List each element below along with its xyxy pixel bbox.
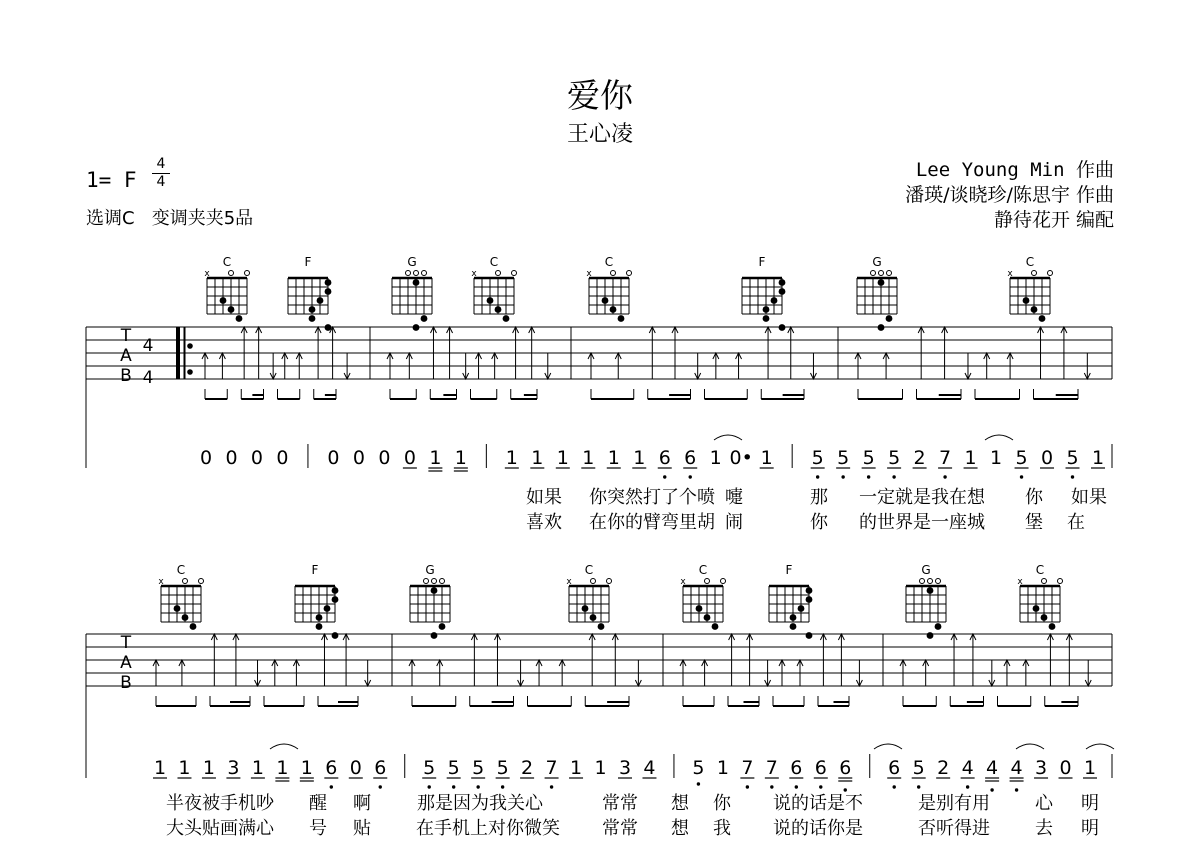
jianpu-note: 3 [1035, 757, 1048, 779]
chord-name: C [489, 255, 499, 269]
finger-dot [431, 587, 438, 594]
open-string-mark [199, 579, 204, 584]
finger-dot [712, 623, 719, 630]
strum-measure [409, 634, 641, 706]
chord-diagram-C [1017, 563, 1062, 630]
jianpu-note: 1 [964, 447, 977, 469]
finger-dot [309, 306, 316, 313]
open-string-mark [1058, 579, 1063, 584]
jianpu-note: 1 [990, 447, 1003, 469]
chord-diagram-G [410, 563, 450, 639]
jianpu-note: 5 [811, 447, 824, 469]
finger-dot [763, 306, 770, 313]
lyric-line-2: 在你的臂弯里胡 [589, 512, 715, 533]
open-string-mark [424, 579, 429, 584]
jianpu-note: 0 [1059, 757, 1072, 779]
lyric-line-2: 在 [1067, 512, 1085, 533]
jianpu-note: 1 [607, 447, 620, 469]
lyric-line-1: 啊 [353, 793, 371, 814]
jianpu-note: 1 [760, 447, 773, 469]
finger-dot [325, 324, 332, 331]
jianpu-note: 1 [582, 447, 595, 469]
open-string-mark [705, 579, 710, 584]
jianpu-note: 6 [325, 757, 338, 779]
finger-dot [618, 315, 625, 322]
muted-string-mark: x [566, 577, 572, 587]
jianpu-note: 1 [300, 757, 313, 779]
chord-name: G [921, 563, 931, 577]
jianpu-note: 1 [716, 757, 729, 779]
finger-dot [927, 632, 934, 639]
tab-clef-a: A [120, 346, 132, 366]
jianpu-note: 6 [684, 447, 697, 469]
tie-arc [270, 744, 298, 749]
open-string-mark [496, 271, 501, 276]
lyric-line-1: 那 [810, 487, 828, 508]
jianpu-note: 0 [349, 757, 362, 779]
finger-dot [439, 623, 446, 630]
jianpu-note: 3 [227, 757, 240, 779]
tie-arc [874, 744, 902, 749]
jianpu-note: 0 [1040, 447, 1054, 469]
finger-dot [790, 614, 797, 621]
finger-dot [1023, 297, 1030, 304]
finger-dot [487, 297, 494, 304]
jianpu-note: 6 [888, 757, 901, 779]
chord-name: C [584, 563, 594, 577]
lyric-line-1: 如果 [526, 487, 562, 508]
time-sig-bottom: 4 [156, 174, 166, 190]
jianpu-note: 0 [276, 447, 289, 469]
open-string-mark [414, 271, 419, 276]
lower-octave-dot [689, 475, 692, 478]
jianpu-note: 1 [505, 447, 518, 469]
jianpu-note: 7 [545, 757, 558, 779]
jianpu-note: 7 [741, 757, 754, 779]
lyric-line-2: 的世界是一座城 [859, 512, 985, 533]
jianpu-note: 4 [643, 757, 656, 779]
jianpu-note: 1 [276, 757, 289, 779]
chord-diagram-F [742, 255, 785, 331]
open-string-mark [611, 271, 616, 276]
open-string-mark [607, 579, 612, 584]
chord-name: F [311, 563, 319, 577]
repeat-dot [187, 369, 193, 375]
muted-string-mark: x [158, 577, 164, 587]
finger-dot [228, 306, 235, 313]
strum-measure [900, 634, 1091, 706]
lyric-line-1: 一定就是我在想 [859, 487, 985, 508]
open-string-mark [920, 579, 925, 584]
open-string-mark [432, 579, 437, 584]
lyric-line-2: 号 [309, 818, 327, 839]
finger-dot [779, 279, 786, 286]
jianpu-note: 5 [692, 757, 705, 779]
finger-dot [413, 279, 420, 286]
open-string-mark [1048, 271, 1053, 276]
finger-dot [935, 623, 942, 630]
jianpu-note: 6 [814, 757, 827, 779]
jianpu-note: 4 [961, 757, 974, 779]
finger-dot [779, 324, 786, 331]
finger-dot [779, 288, 786, 295]
jianpu-note: 1 [202, 757, 215, 779]
chord-name: G [407, 255, 417, 269]
finger-dot [325, 288, 332, 295]
lyric-line-1: 嚏 [725, 487, 743, 508]
lower-octave-dot [841, 475, 844, 478]
chord-diagram-G [392, 255, 432, 331]
tab-system-2 [86, 633, 1112, 839]
open-string-mark [245, 271, 250, 276]
jianpu-note: 1 [178, 757, 191, 779]
tab-clef-b: B [120, 366, 132, 386]
lower-octave-dot [330, 785, 333, 788]
finger-dot [317, 297, 324, 304]
chord-name: F [758, 255, 766, 269]
lyric-line-1: 心 [1035, 793, 1053, 814]
lower-octave-dot [893, 785, 896, 788]
repeat-dot [187, 343, 193, 349]
chord-name: C [1025, 255, 1035, 269]
lyric-line-2: 明 [1081, 818, 1099, 839]
finger-dot [590, 614, 597, 621]
jianpu-note: 2 [913, 447, 926, 469]
lower-octave-dot [966, 785, 969, 788]
finger-dot [309, 315, 316, 322]
lower-octave-dot [697, 782, 700, 785]
open-string-mark [1032, 271, 1037, 276]
tab-system-1 [86, 326, 1112, 533]
credit-composer-1: Lee Young Min 作曲 [915, 159, 1114, 181]
jianpu-note: 6 [658, 447, 671, 469]
jianpu-note: 5 [447, 757, 460, 779]
tab-clef-t: T [120, 633, 132, 653]
jianpu-note: 5 [1066, 447, 1079, 469]
lower-octave-dot [943, 475, 946, 478]
jianpu-note: 5 [472, 757, 485, 779]
jianpu-note: 1 [570, 757, 583, 779]
chord-diagram-F [288, 255, 331, 331]
chord-diagram-F [295, 563, 338, 639]
open-string-mark [591, 579, 596, 584]
lyric-line-1: 你 [713, 793, 731, 814]
lower-octave-dot [770, 785, 773, 788]
jianpu-note: 6 [839, 757, 852, 779]
finger-dot [704, 614, 711, 621]
finger-dot [190, 623, 197, 630]
jianpu-note: 5 [912, 757, 925, 779]
finger-dot [332, 632, 339, 639]
muted-string-mark: x [680, 577, 686, 587]
lyric-line-2: 去 [1035, 818, 1053, 839]
chord-name: G [872, 255, 882, 269]
chord-name: C [604, 255, 614, 269]
lyric-line-1: 明 [1081, 793, 1099, 814]
jianpu-note: 1 [429, 447, 442, 469]
finger-dot [927, 587, 934, 594]
tie-arc [1016, 744, 1044, 749]
jianpu-note: 0 [327, 447, 340, 469]
jianpu-note: 6 [790, 757, 803, 779]
open-string-mark [406, 271, 411, 276]
finger-dot [332, 587, 339, 594]
credit-composer-2: 潘瑛/谈晓珍/陈思宇 作曲 [905, 184, 1114, 206]
lower-octave-dot [867, 475, 870, 478]
lyric-line-2: 我 [713, 818, 731, 839]
tab-clef-a: A [120, 653, 132, 673]
lyric-line-2: 闹 [725, 512, 743, 533]
finger-dot [421, 315, 428, 322]
jianpu-note: 5 [862, 447, 875, 469]
finger-dot [174, 605, 181, 612]
chord-diagram-C [586, 255, 631, 322]
strum-measure [588, 327, 816, 399]
tab-time-sig-bottom: 4 [142, 368, 154, 388]
finger-dot [236, 315, 243, 322]
jianpu-note: 0 [250, 447, 264, 469]
open-string-mark [512, 271, 517, 276]
lower-octave-dot [1020, 475, 1023, 478]
lyric-line-1: 醒 [309, 793, 327, 814]
lyric-line-2: 堡 [1025, 512, 1043, 533]
jianpu-note: 7 [939, 447, 952, 469]
lower-octave-dot [917, 785, 920, 788]
chord-name: C [1035, 563, 1045, 577]
strum-measure [680, 634, 862, 706]
jianpu-note: 2 [937, 757, 950, 779]
lyric-line-1: 半夜被手机吵 [166, 793, 274, 814]
tie-arc [714, 435, 742, 440]
finger-dot [182, 614, 189, 621]
chord-diagram-C [1007, 255, 1052, 322]
finger-dot [598, 623, 605, 630]
muted-string-mark: x [1017, 577, 1023, 587]
finger-dot [878, 279, 885, 286]
lyric-line-2: 大头贴画满心 [166, 818, 274, 839]
tab-time-sig-top: 4 [142, 336, 154, 356]
tie-arc [1086, 744, 1114, 749]
jianpu-note: 3 [618, 757, 632, 779]
lyric-line-2: 否听得进 [918, 818, 990, 839]
chord-name: C [176, 563, 186, 577]
finger-dot [763, 315, 770, 322]
finger-dot [332, 596, 339, 603]
jianpu-note: 0 [225, 447, 238, 469]
lower-octave-dot [746, 785, 749, 788]
finger-dot [1033, 605, 1040, 612]
chord-name: F [785, 563, 793, 577]
chord-diagram-C [158, 563, 203, 630]
chord-diagram-G [906, 563, 946, 639]
muted-string-mark: x [1007, 269, 1013, 279]
jianpu-note: 1 [633, 447, 646, 469]
open-string-mark [627, 271, 632, 276]
finger-dot [324, 605, 331, 612]
jianpu-note: 6 [374, 757, 387, 779]
chord-name: F [304, 255, 312, 269]
jianpu-note: 0 [199, 447, 213, 469]
jianpu-note: 0 [352, 447, 365, 469]
lyric-line-1: 是别有用 [918, 793, 990, 814]
finger-dot [413, 324, 420, 331]
finger-dot [1049, 623, 1056, 630]
jianpu-note: 4 [1010, 757, 1023, 779]
key-signature: 1= F [86, 168, 137, 192]
open-string-mark [721, 579, 726, 584]
jianpu-note: 7 [765, 757, 778, 779]
open-string-mark [440, 579, 445, 584]
tab-clef-b: B [120, 673, 132, 693]
lyric-line-1: 常常 [602, 793, 638, 814]
finger-dot [602, 297, 609, 304]
time-sig-top: 4 [156, 156, 166, 172]
open-string-mark [928, 579, 933, 584]
lower-octave-dot [795, 785, 798, 788]
lower-octave-dot [452, 785, 455, 788]
strum-measure [153, 634, 371, 706]
jianpu-note: 5 [496, 757, 509, 779]
lower-octave-dot [663, 475, 666, 478]
muted-string-mark: x [204, 269, 210, 279]
jianpu-note: 1 [153, 757, 167, 779]
jianpu-note: 1 [1091, 447, 1105, 469]
finger-dot [806, 632, 813, 639]
finger-dot [696, 605, 703, 612]
jianpu-note: 0 [378, 447, 391, 469]
jianpu-note: 1 [709, 447, 722, 469]
muted-string-mark: x [471, 269, 477, 279]
song-title: 爱你 [567, 76, 633, 115]
finger-dot [431, 632, 438, 639]
chord-diagram-G [857, 255, 897, 331]
lyric-line-2: 贴 [353, 818, 371, 839]
lower-octave-dot [844, 788, 847, 791]
lower-octave-dot [476, 785, 479, 788]
finger-dot [806, 596, 813, 603]
finger-dot [771, 297, 778, 304]
tie-arc [985, 435, 1013, 440]
chord-diagram-F [769, 563, 812, 639]
lower-octave-dot [892, 475, 895, 478]
finger-dot [1039, 315, 1046, 322]
open-string-mark [879, 271, 884, 276]
lower-octave-dot [501, 785, 504, 788]
jianpu-note: 4 [986, 757, 999, 779]
lyric-line-2: 常常 [602, 818, 638, 839]
lyric-line-1: 如果 [1071, 487, 1107, 508]
credit-arranger: 静待花开 编配 [993, 209, 1114, 231]
jianpu-note: 5 [888, 447, 901, 469]
lower-octave-dot [819, 785, 822, 788]
finger-dot [878, 324, 885, 331]
chord-name: C [698, 563, 708, 577]
jianpu-note: 1 [556, 447, 569, 469]
chord-diagram-C [566, 563, 611, 630]
lower-octave-dot [379, 785, 382, 788]
lower-octave-dot [428, 785, 431, 788]
jianpu-note: 1 [594, 757, 607, 779]
lower-octave-dot [1071, 475, 1074, 478]
lower-octave-dot [550, 785, 553, 788]
chord-name: C [222, 255, 232, 269]
open-string-mark [229, 271, 234, 276]
chord-diagram-C [204, 255, 249, 322]
lyric-line-1: 那是因为我关心 [417, 793, 543, 814]
lyric-line-1: 说的话是不 [773, 793, 863, 814]
finger-dot [220, 297, 227, 304]
jianpu-note: 5 [837, 447, 850, 469]
chord-diagram-C [680, 563, 725, 630]
lyric-line-2: 喜欢 [526, 512, 562, 533]
jianpu-note: 1 [1083, 757, 1097, 779]
jianpu-note: 1 [251, 757, 264, 779]
finger-dot [316, 614, 323, 621]
chord-name: G [425, 563, 435, 577]
jianpu-note: 1 [531, 447, 544, 469]
finger-dot [325, 279, 332, 286]
strum-measure [387, 327, 551, 399]
strum-measure [855, 327, 1090, 399]
lyric-line-2: 想 [671, 818, 689, 839]
lyric-line-2: 说的话你是 [773, 818, 863, 839]
jianpu-note: 0• [729, 447, 753, 469]
jianpu-note: 5 [423, 757, 436, 779]
finger-dot [610, 306, 617, 313]
capo-info: 选调C 变调夹夹5品 [86, 208, 254, 229]
open-string-mark [887, 271, 892, 276]
lower-octave-dot [990, 788, 993, 791]
finger-dot [1041, 614, 1048, 621]
finger-dot [582, 605, 589, 612]
open-string-mark [871, 271, 876, 276]
lyric-line-1: 你突然打了个喷 [589, 487, 715, 508]
finger-dot [790, 623, 797, 630]
open-string-mark [422, 271, 427, 276]
finger-dot [798, 605, 805, 612]
finger-dot [316, 623, 323, 630]
jianpu-note: 2 [521, 757, 534, 779]
muted-string-mark: x [586, 269, 592, 279]
strum-measure [202, 327, 350, 399]
song-artist: 王心凌 [566, 122, 633, 147]
open-string-mark [936, 579, 941, 584]
finger-dot [503, 315, 510, 322]
tab-clef-t: T [120, 326, 132, 346]
lyric-line-1: 你 [1025, 487, 1043, 508]
open-string-mark [183, 579, 188, 584]
jianpu-note: 0 [403, 447, 416, 469]
finger-dot [1031, 306, 1038, 313]
finger-dot [886, 315, 893, 322]
lyric-line-2: 你 [810, 512, 828, 533]
finger-dot [806, 587, 813, 594]
lyric-line-1: 想 [671, 793, 689, 814]
lyric-line-2: 在手机上对你微笑 [416, 818, 560, 839]
finger-dot [495, 306, 502, 313]
open-string-mark [1042, 579, 1047, 584]
lower-octave-dot [1015, 788, 1018, 791]
chord-diagram-C [471, 255, 516, 322]
lower-octave-dot [816, 475, 819, 478]
jianpu-note: 1 [454, 447, 467, 469]
jianpu-note: 5 [1015, 447, 1028, 469]
